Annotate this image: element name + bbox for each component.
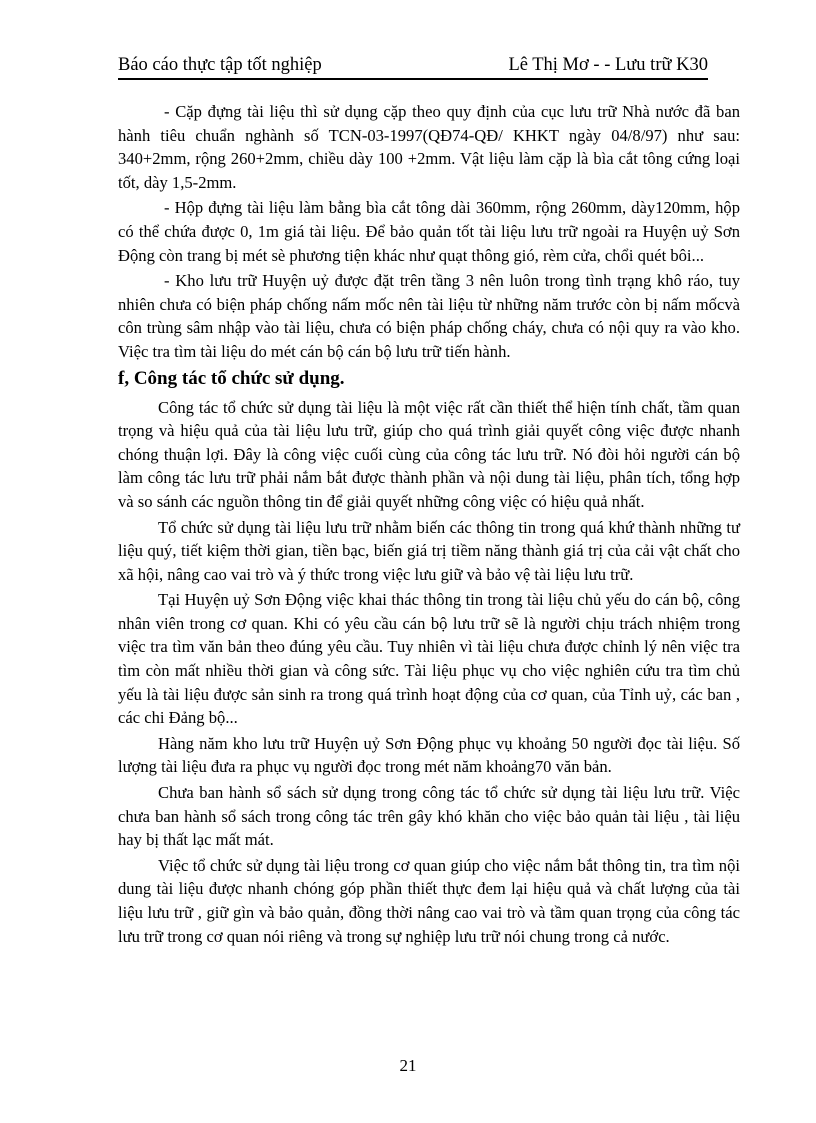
paragraph-box-spec: - Hộp đựng tài liệu làm bằng bìa cắt tông dài 360mm, rộng 260mm, dày120mm, hộp có thể chứa được 0, 1m giá tài liệu. Để bảo quản tốt tài liệu lưu trữ ngoài ra Huyện uỷ Sơn Động còn trang bị mét sè phương tiện khác như quạt thông gió, rèm cửa, chổi quét bôi... [118,198,740,265]
page-header [118,52,708,80]
section-heading: f, Công tác tổ chức sử dụng. [118,367,345,389]
paragraph-usage-statistics: Hàng năm kho lưu trữ Huyện uỷ Sơn Động phục vụ khoảng 50 người đọc tài liệu. Số lượng tài liệu đưa ra phục vụ người đọc trong mét năm khoảng70 văn bản. [118,733,740,777]
paragraph-folder-spec: - Cặp đựng tài liệu thì sử dụng cặp theo quy định của cục lưu trữ Nhà nước đã ban hành tiêu chuẩn nghành số TCN-03-1997(QĐ74-QĐ/ KHKT ngày 04/8/97) như sau: 340+2mm, rộng 260+2mm, chiều dày 100 +2mm. Vật liệu làm cặp là bìa cắt tông cứng loại tốt, dày 1,5-2mm. [118,102,740,192]
header-author: Lê Thị Mơ - - Lưu trữ K30 [508,55,708,75]
header-report-title: Báo cáo thực tập tốt nghiệp [118,55,322,75]
paragraph-usage-conclusion: Việc tổ chức sử dụng tài liệu trong cơ quan giúp cho việc nắm bắt thông tin, tra tìm nội dung tài liệu được nhanh chóng góp phần thiết thực đem lại hiệu quả và chất lượng của tài liệu lưu trữ , giữ gìn và bảo quản, đồng thời nâng cao vai trò và tầm quan trọng của công tác lưu trữ trong cơ quan nói riêng và trong sự nghiệp lưu trữ nói chung trong cả nước. [118,855,740,946]
paragraph-usage-practice: Tại Huyện uỷ Sơn Động việc khai thác thông tin trong tài liệu chủ yếu do cán bộ, công nhân viên trong cơ quan. Khi có yêu cầu cán bộ lưu trữ sẽ là người chịu trách nhiệm trong việc tra tìm văn bản theo đúng yêu cầu. Tuy nhiên vì tài liệu chưa được chỉnh lý nên việc tra tìm còn mất nhiều thời gian và công sức. Tài liệu phục vụ cho việc nghiên cứu tra tìm chủ yếu là tài liệu được sản sinh ra trong quá trình hoạt động của cơ quan, của Tỉnh uỷ, các ban , các chi Đảng bộ... [118,590,740,728]
paragraph-usage-purpose: Tổ chức sử dụng tài liệu lưu trữ nhằm biến các thông tin trong quá khứ thành những tư liệu quý, tiết kiệm thời gian, tiền bạc, biến giá trị tiềm năng thành giá trị của cải vật chất cho xã hội, nâng cao vai trò và ý thức trong việc lưu giữ và bảo vệ tài liệu lưu trữ. [118,517,740,584]
document-body [118,100,740,950]
page-number: 21 [399,1056,417,1075]
paragraph-storage-room: - Kho lưu trữ Huyện uỷ được đặt trên tầng 3 nên luôn trong tình trạng khô ráo, tuy nhiên chưa có biện pháp chống nấm mốc nên tài liệu từ những năm trước còn bị nấm mốcvà côn trùng sâm nhập vào tài liệu, chưa có biện pháp chống cháy, chưa có nội quy ra vào kho. Việc tra tìm tài liệu do mét cán bộ cán bộ lưu trữ tiến hành. [118,271,740,361]
paragraph-usage-intro: Công tác tổ chức sử dụng tài liệu là một việc rất cần thiết thể hiện tính chất, tầm quan trọng và hiệu quả của tài liệu lưu trữ, giúp cho quá trình giải quyết công việc được nhanh chóng thuận lợi. Đây là công việc cuối cùng của công tác lưu trữ. Nó đòi hỏi người cán bộ làm công tác lưu trữ phải nắm bắt được thành phần và nội dung tài liệu, phân tích, tổng hợp và so sánh các nguồn thông tin để giải quyết những công việc có hiệu quả nhất. [118,397,740,511]
paragraph-usage-records: Chưa ban hành sổ sách sử dụng trong công tác tổ chức sử dụng tài liệu lưu trữ. Việc chưa ban hành sổ sách trong công tác trên gây khó khăn cho việc bảo quản tài liệu , tài liệu hay bị thất lạc mất mát. [118,783,740,850]
